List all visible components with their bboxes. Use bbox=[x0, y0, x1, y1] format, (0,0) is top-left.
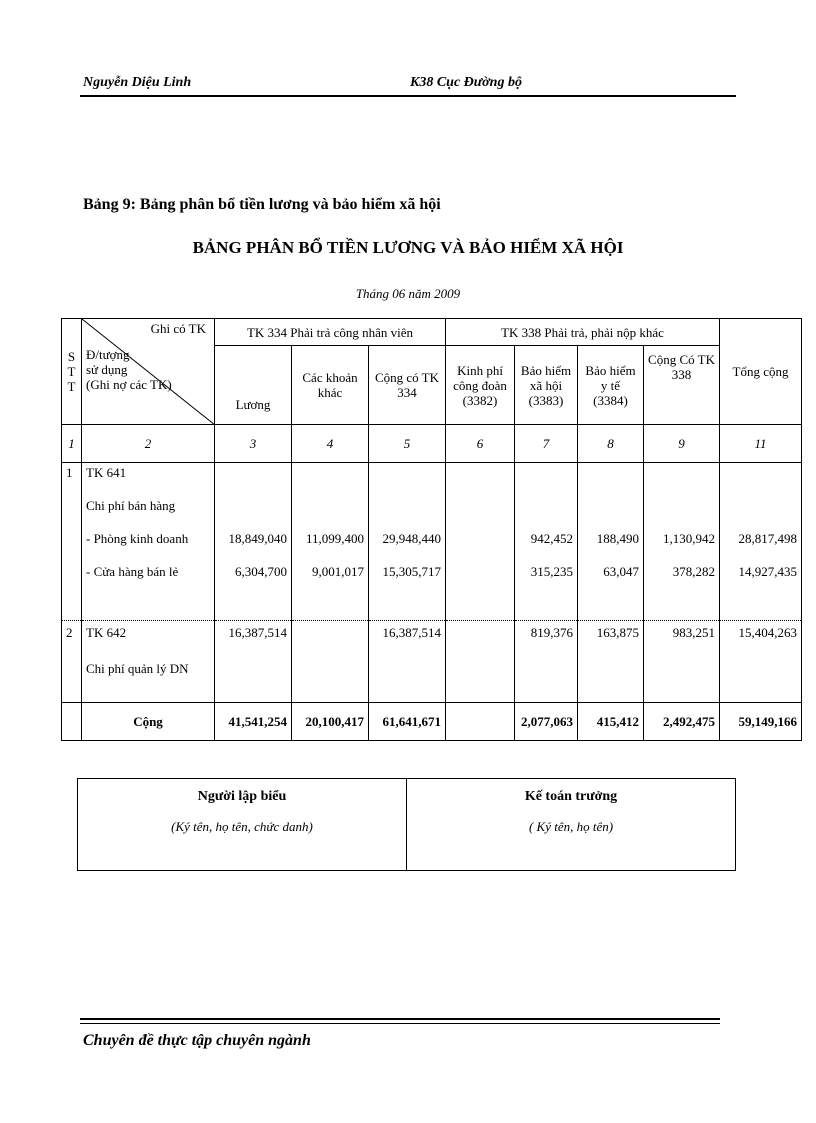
period-subtitle: Tháng 06 năm 2009 bbox=[355, 286, 461, 301]
debit-object-label bbox=[86, 347, 172, 392]
col-luong: Lương bbox=[215, 346, 292, 425]
kpcd-cell bbox=[446, 463, 515, 621]
stt-header: S T T bbox=[62, 319, 82, 425]
cong334-cell: 29,948,440 15,305,717 bbox=[369, 463, 446, 621]
object-line: Chi phí bán hàng bbox=[86, 498, 176, 513]
preparer-role: Người lập biểu bbox=[197, 789, 287, 804]
total-label: Cộng bbox=[82, 703, 215, 741]
total-luong: 41,541,254 bbox=[215, 703, 292, 741]
total-cong338: 2,492,475 bbox=[644, 703, 720, 741]
total-kpcd bbox=[446, 703, 515, 741]
cong338-cell: 983,251 bbox=[644, 621, 720, 703]
cong334-cell: 16,387,514 bbox=[369, 621, 446, 703]
object-line: Chi phí quản lý DN bbox=[86, 661, 189, 676]
header-class: K38 Cục Đường bộ bbox=[410, 75, 522, 90]
khac-cell bbox=[292, 621, 369, 703]
col-cong-tk334: Cộng có TK 334 bbox=[369, 346, 446, 425]
total-cong334: 61,641,671 bbox=[369, 703, 446, 741]
object-cell bbox=[82, 463, 215, 621]
col-number: 8 bbox=[578, 425, 644, 463]
col-bao-hiem-y-te: Bảo hiểm y tế (3384) bbox=[578, 346, 644, 425]
kpcd-cell bbox=[446, 621, 515, 703]
bhxh-cell: 819,376 bbox=[515, 621, 578, 703]
preparer-note: (Ký tên, họ tên, chức danh) bbox=[171, 819, 313, 834]
total-bhyt: 415,412 bbox=[578, 703, 644, 741]
footer-text: Chuyên đề thực tập chuyên ngành bbox=[83, 1032, 311, 1049]
object-line: - Cửa hàng bán lẻ bbox=[86, 564, 179, 579]
group-tk338-header: TK 338 Phải trả, phải nộp khác bbox=[446, 319, 720, 346]
col-number: 7 bbox=[515, 425, 578, 463]
col-kinh-phi-cong-doan: Kinh phí công đoàn (3382) bbox=[446, 346, 515, 425]
table-row-tk642 bbox=[62, 621, 802, 703]
col-number: 3 bbox=[215, 425, 292, 463]
bhxh-cell: 942,452 315,235 bbox=[515, 463, 578, 621]
col-number: 11 bbox=[720, 425, 802, 463]
table-row-tk641 bbox=[62, 463, 802, 621]
col-number: 5 bbox=[369, 425, 446, 463]
diagonal-header-cell bbox=[82, 319, 215, 425]
total-bhxh: 2,077,063 bbox=[515, 703, 578, 741]
table-row-total bbox=[62, 703, 802, 741]
page-title: BẢNG PHÂN BỔ TIỀN LƯƠNG VÀ BẢO HIỂM XÃ HỘI bbox=[192, 238, 624, 257]
stt-cell bbox=[62, 703, 82, 741]
tong-cell: 15,404,263 bbox=[720, 621, 802, 703]
col-number: 9 bbox=[644, 425, 720, 463]
col-number: 2 bbox=[82, 425, 215, 463]
bhyt-cell: 188,490 63,047 bbox=[578, 463, 644, 621]
chief-accountant-role: Kế toán trưởng bbox=[524, 789, 618, 804]
signature-chief-accountant bbox=[407, 779, 736, 871]
diag-bottom-line: (Ghi nợ các TK) bbox=[86, 377, 172, 392]
col-number: 6 bbox=[446, 425, 515, 463]
bhyt-cell: 163,875 bbox=[578, 621, 644, 703]
signature-table bbox=[77, 778, 736, 871]
total-tong: 59,149,166 bbox=[720, 703, 802, 741]
footer-rule bbox=[80, 1018, 720, 1020]
tong-cell: 28,817,498 14,927,435 bbox=[720, 463, 802, 621]
col-number: 4 bbox=[292, 425, 369, 463]
chief-accountant-note: ( Ký tên, họ tên) bbox=[528, 819, 614, 834]
luong-cell: 16,387,514 bbox=[215, 621, 292, 703]
group-tk334-header: TK 334 Phải trả công nhân viên bbox=[215, 319, 446, 346]
header-author: Nguyễn Diệu Linh bbox=[83, 75, 192, 90]
diag-bottom-line: Đ/tượng bbox=[86, 347, 130, 362]
signature-preparer bbox=[78, 779, 407, 871]
stt-cell: 2 bbox=[62, 621, 82, 703]
footer-rule bbox=[80, 1023, 720, 1024]
object-cell bbox=[82, 621, 215, 703]
khac-cell: 11,099,400 9,001,017 bbox=[292, 463, 369, 621]
col-bao-hiem-xa-hoi: Bảo hiểm xã hội (3383) bbox=[515, 346, 578, 425]
table-caption: Bảng 9: Bảng phân bổ tiền lương và bảo hiểm xã hội bbox=[83, 196, 441, 213]
col-number: 1 bbox=[62, 425, 82, 463]
object-line: TK 641 bbox=[86, 465, 127, 480]
stt-cell: 1 bbox=[62, 463, 82, 621]
total-khac: 20,100,417 bbox=[292, 703, 369, 741]
header-rule bbox=[80, 95, 736, 97]
object-line: - Phòng kinh doanh bbox=[86, 531, 189, 546]
diag-bottom-line: sử dụng bbox=[86, 362, 128, 377]
col-cac-khoan-khac: Các khoản khác bbox=[292, 346, 369, 425]
luong-cell: 18,849,040 6,304,700 bbox=[215, 463, 292, 621]
col-tong-cong: Tổng cộng bbox=[720, 319, 802, 425]
allocation-table bbox=[61, 318, 802, 741]
credit-account-label: Ghi có TK bbox=[150, 321, 206, 336]
col-cong-tk338: Cộng Có TK 338 bbox=[644, 346, 720, 425]
object-line: TK 642 bbox=[86, 625, 127, 640]
cong338-cell: 1,130,942 378,282 bbox=[644, 463, 720, 621]
